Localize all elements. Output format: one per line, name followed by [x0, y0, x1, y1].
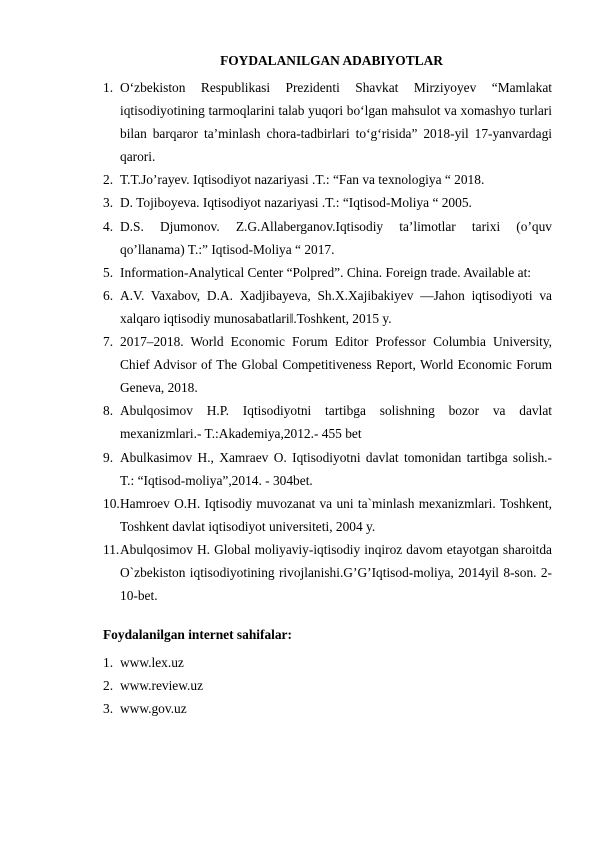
internet-source-item: [103, 697, 552, 720]
reference-number: 10.: [103, 495, 120, 511]
reference-item: [103, 538, 552, 607]
internet-source-link[interactable]: www.gov.uz: [120, 701, 187, 717]
reference-item: [103, 215, 552, 261]
reference-text: A.V. Vaxabov, D.A. Xadjibayeva, Sh.X.Xajibakiyev ―Jahon iqtisodiyoti va xalqaro iqtisodiy munosabatlari‖.Toshkent, 2015 y.: [120, 287, 552, 326]
reference-number: 6.: [103, 287, 114, 303]
reference-item: [103, 284, 552, 330]
internet-source-number: 3.: [103, 701, 114, 717]
reference-number: 3.: [103, 195, 114, 211]
reference-list: [103, 76, 552, 607]
internet-source-item: [103, 651, 552, 674]
reference-number: 5.: [103, 264, 114, 280]
internet-source-item: [103, 674, 552, 697]
internet-sources-heading: Foydalanilgan internet sahifalar:: [103, 627, 292, 642]
internet-source-link[interactable]: www.lex.uz: [120, 655, 184, 670]
reference-number: 7.: [103, 334, 114, 350]
reference-text: T.T.Jo’rayev. Iqtisodiyot nazariyasi .T.: “Fan va texnologiya “ 2018.: [120, 172, 485, 188]
reference-text: Information-Analytical Center “Polpred”. China. Foreign trade. Available at:: [120, 264, 532, 280]
reference-text: O‘zbekiston Respublikasi Prezidenti Shavkat Mirziyoyev “Mamlakat iqtisodiyotining tarmoqlarini talab yuqori bo‘lgan mahsulot va xomashyo turlari bilan barqaror ta’minlash chora-tadbirlari to‘g‘risida” 2018-yil 17-yanvardagi qarori.: [120, 80, 552, 165]
reference-item: [103, 261, 552, 284]
reference-item: [103, 76, 552, 168]
reference-number: 9.: [103, 449, 114, 465]
reference-number: 4.: [103, 218, 114, 234]
reference-item: [103, 492, 552, 538]
reference-number: 1.: [103, 80, 114, 95]
page-title: FOYDALANILGAN ADABIYOTLAR: [220, 53, 443, 68]
reference-item: [103, 168, 552, 191]
reference-text: Abulqosimov H.P. Iqtisodiyotni tartibga solishning bozor va davlat mexanizmlari.- T.:Akademiya,2012.- 455 bet: [120, 403, 552, 442]
reference-text: D. Tojiboyeva. Iqtisodiyot nazariyasi .T.: “Iqtisod-Moliya “ 2005.: [120, 195, 472, 211]
internet-source-number: 1.: [103, 655, 114, 670]
reference-text: Hamroev O.H. Iqtisodiy muvozanat va uni ta`minlash mexanizmlari. Toshkent, Toshkent davlat iqtisodiyot universiteti, 2004 y.: [120, 495, 552, 534]
reference-text: Abulqosimov H. Global moliyaviy-iqtisodiy inqiroz davom etayotgan sharoitda O`zbekiston iqtisodiyotining rivojlanishi.G’G’Iqtisod-moliya, 2014yil 8-son. 2-10-bet.: [120, 541, 552, 604]
reference-number: 11.: [103, 541, 120, 557]
internet-source-number: 2.: [103, 678, 114, 694]
reference-number: 8.: [103, 403, 114, 419]
reference-text: 2017–2018. World Economic Forum Editor Professor Columbia University, Chief Advisor of The Global Competitiveness Report, World Economic Forum Geneva, 2018.: [120, 334, 552, 396]
internet-source-link[interactable]: www.review.uz: [120, 678, 204, 694]
internet-source-list: [103, 651, 552, 720]
reference-item: [103, 330, 552, 399]
reference-number: 2.: [103, 172, 114, 188]
reference-text: D.S. Djumonov. Z.G.Allaberganov.Iqtisodiy ta’limotlar tarixi (o’quv qo’llanama) T.:” Iqtisod-Moliya “ 2017.: [120, 218, 552, 257]
reference-item: [103, 399, 552, 445]
reference-item: [103, 191, 552, 214]
reference-text: Abulkasimov H., Xamraev O. Iqtisodiyotni davlat tomonidan tartibga solish.- T.: “Iqtisod-moliya”,2014. - 304bet.: [120, 449, 552, 488]
reference-item: [103, 446, 552, 492]
